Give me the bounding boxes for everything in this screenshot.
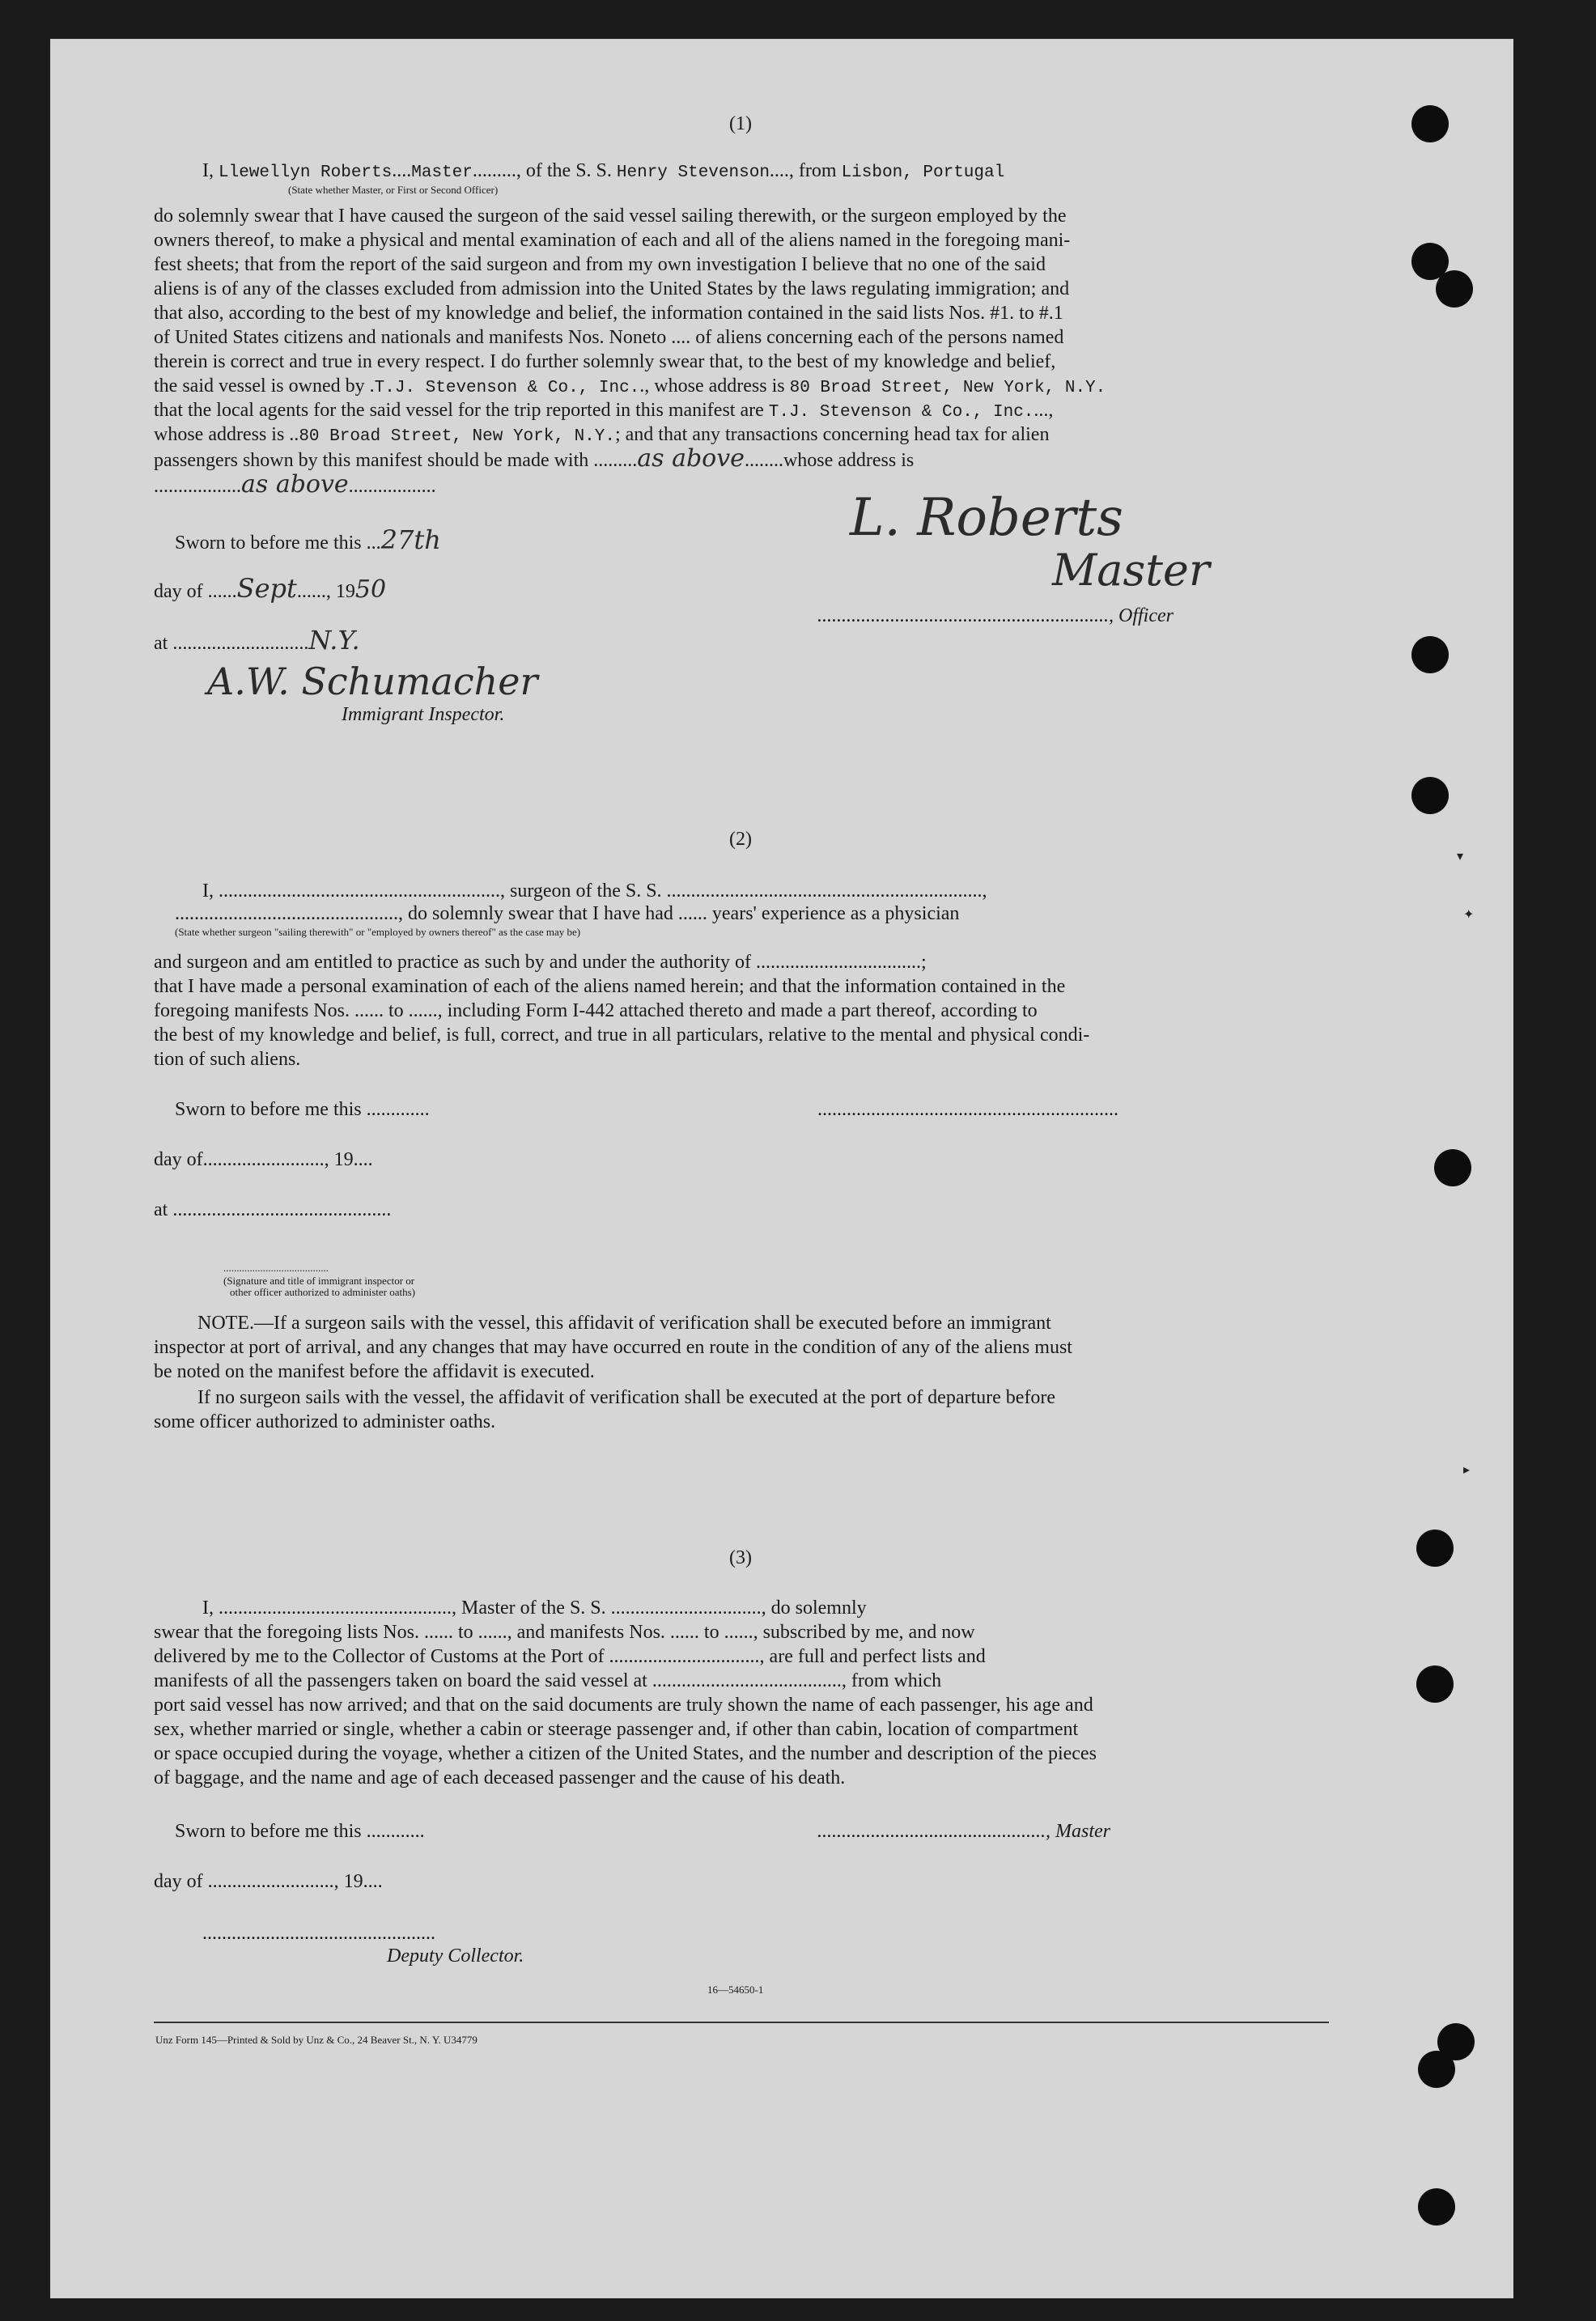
surgeon-paragraph-line: that I have made a personal examination of each of the aliens named herein; and that the information contained in the <box>154 976 1066 997</box>
master-signature-line: ..............................................., Master <box>817 1821 1110 1842</box>
oath-paragraph-line: therein is correct and true in every respect. I do further solemnly swear that, to the best of my knowledge and belief, <box>154 351 1056 372</box>
surgeon-paragraph-line: tion of such aliens. <box>154 1049 301 1070</box>
fill-dots: .................. <box>348 476 436 497</box>
master-day-line: day of .........................., 19.... <box>154 1871 383 1892</box>
note-line: inspector at port of arrival, and any changes that may have occurred en route in the condition of any of the aliens must <box>154 1337 1072 1358</box>
officer-role-value: Master <box>411 163 473 182</box>
officer-signature: L. Roberts <box>850 488 1123 548</box>
surgeon-day-line: day of........................., 19.... <box>154 1149 373 1170</box>
oath-paragraph-line: do solemnly swear that I have caused the surgeon of the said vessel sailing therewith, or the surgeon employed by the <box>154 206 1067 227</box>
owner-label: the said vessel is owned by . <box>154 376 375 397</box>
section-3-number: (3) <box>729 1547 752 1568</box>
surgeon-paragraph-line: and surgeon and am entitled to practice as such by and under the authority of ..................................; <box>154 952 927 973</box>
note-line: some officer authorized to administer oaths. <box>154 1411 496 1432</box>
owner-address-label: ., whose address is <box>639 376 790 397</box>
sworn-date-line <box>175 524 441 555</box>
margin-mark: ▸ <box>1463 1462 1471 1477</box>
punch-hole <box>1411 105 1449 142</box>
punch-hole <box>1418 2188 1455 2226</box>
master-oath-line: manifests of all the passengers taken on board the said vessel at ......................................., from which <box>154 1670 942 1691</box>
sworn-label: Sworn to before me this ... <box>175 533 381 554</box>
fill-dots: ..., <box>1034 400 1054 421</box>
section-2-number: (2) <box>729 829 752 850</box>
head-tax-agent-handwritten: as above <box>637 444 745 473</box>
owner-value: T.J. Stevenson & Co., Inc. <box>374 379 640 397</box>
sworn-year-handwritten: 50 <box>354 575 387 604</box>
sworn-month-handwritten: Sept <box>236 573 297 604</box>
surgeon-signature-line: .............................................................. <box>817 1099 1118 1120</box>
agents-value: T.J. Stevenson & Co., Inc. <box>768 403 1034 422</box>
surgeon-at-line: at ............................................. <box>154 1199 392 1220</box>
oath-pronoun: I, <box>202 160 219 181</box>
section-1-first-line <box>202 159 1004 185</box>
oath-paragraph-line: owners thereof, to make a physical and mental examination of each and all of the aliens named in the foregoing mani- <box>154 230 1071 251</box>
inspector-signature-caption: other officer authorized to administer oaths) <box>230 1286 415 1298</box>
oath-paragraph-line: fest sheets; that from the report of the said surgeon and from my own investigation I believe that no one of the said <box>154 254 1046 275</box>
owner-line <box>154 374 1106 401</box>
master-oath-line: of baggage, and the name and age of each deceased passenger and the cause of his death. <box>154 1767 846 1788</box>
vessel-label: ........., of the S. S. <box>472 160 617 181</box>
surgeon-line: I, .........................................................., surgeon of the S. S. ................................................................., <box>202 880 987 902</box>
surgeon-caption: (State whether surgeon "sailing therewith" or "employed by owners thereof" as the case may be) <box>175 926 581 938</box>
master-oath-line: delivered by me to the Collector of Customs at the Port of ..............................., are full and perfect lists and <box>154 1646 986 1667</box>
punch-hole <box>1411 777 1449 814</box>
oath-paragraph-line: of United States citizens and nationals and manifests Nos. Noneto .... of aliens concerning each of the persons named <box>154 327 1064 348</box>
deputy-collector-label: Deputy Collector. <box>387 1945 524 1967</box>
surgeon-experience-line: .............................................., do solemnly swear that I have had ...... years' experience as a physician <box>175 903 960 924</box>
sworn-place-handwritten: N.Y. <box>308 625 360 656</box>
surgeon-paragraph-line: the best of my knowledge and belief, is full, correct, and true in all particulars, relative to the mental and physical condi- <box>154 1025 1090 1046</box>
day-of-label: day of ...... <box>154 581 237 602</box>
at-label: at ............................ <box>154 633 309 654</box>
owner-address-value: 80 Broad Street, New York, N.Y. <box>789 379 1106 397</box>
printer-footer: Unz Form 145—Printed & Sold by Unz & Co., 24 Beaver St., N. Y. U34779 <box>155 2034 478 2046</box>
section-1-number: (1) <box>729 113 752 134</box>
punch-hole <box>1418 2051 1455 2088</box>
master-oath-line: or space occupied during the voyage, whether a citizen of the United States, and the number and description of the pieces <box>154 1743 1097 1764</box>
surgeon-sworn-line: Sworn to before me this ............. <box>175 1099 430 1120</box>
punch-hole <box>1436 270 1473 308</box>
head-tax-line <box>154 444 915 473</box>
footer-rule <box>154 2022 1329 2023</box>
master-sworn-line: Sworn to before me this ............ <box>175 1821 425 1842</box>
punch-hole <box>1416 1665 1454 1703</box>
sworn-place-line <box>154 625 360 656</box>
punch-hole <box>1416 1530 1454 1567</box>
form-number: 16—54650-1 <box>707 1984 764 1996</box>
officer-role-caption: (State whether Master, or First or Second Officer) <box>288 184 499 196</box>
master-oath-line: I, ................................................, Master of the S. S. ..............................., do solemnly <box>202 1598 867 1619</box>
inspector-signature: A.W. Schumacher <box>207 660 538 703</box>
sworn-month-line <box>154 573 387 604</box>
agents-label: that the local agents for the said vessel for the trip reported in this manifest are <box>154 400 769 421</box>
head-tax-address-label: ........whose address is <box>744 450 915 471</box>
head-tax-address-handwritten: as above <box>241 470 349 499</box>
head-tax-label: passengers shown by this manifest should be made with ......... <box>154 450 638 471</box>
year-label: ......, 19 <box>296 581 355 602</box>
note-line: NOTE.—If a surgeon sails with the vessel, this affidavit of verification shall be executed before an immigrant <box>197 1313 1051 1334</box>
inspector-label: Immigrant Inspector. <box>342 704 505 725</box>
head-tax-address-line <box>154 470 436 499</box>
inspector-signature-caption: (Signature and title of immigrant inspector or <box>223 1275 415 1287</box>
agents-address-label: whose address is .. <box>154 424 299 445</box>
surgeon-paragraph-line: foregoing manifests Nos. ...... to ......, including Form I-442 attached thereto and made a part thereof, according to <box>154 1000 1038 1021</box>
master-name-value: Llewellyn Roberts <box>219 163 393 182</box>
inspector-signature-dots: ........................................ <box>223 1262 329 1274</box>
agents-address-line <box>154 422 1049 449</box>
master-oath-line: sex, whether married or single, whether a cabin or steerage passenger and, if other than cabin, location of compartment <box>154 1719 1079 1740</box>
agents-line <box>154 398 1053 425</box>
agents-address-value: 80 Broad Street, New York, N.Y. <box>299 427 615 446</box>
master-oath-line: port said vessel has now arrived; and that on the said documents are truly shown the name of each passenger, his age and <box>154 1695 1093 1716</box>
oath-paragraph-line: that also, according to the best of my knowledge and belief, the information contained in the said lists Nos. #1. to #.1 <box>154 303 1063 324</box>
punch-hole <box>1434 1149 1471 1186</box>
officer-signature-line: ............................................................, Officer <box>817 605 1174 626</box>
vessel-name-value: Henry Stevenson <box>616 163 770 182</box>
fill-dots: .... <box>392 160 412 181</box>
deputy-collector-line: ................................................ <box>202 1923 435 1944</box>
from-label: ...., from <box>769 160 842 181</box>
head-tax-clause: ; and that any transactions concerning head tax for alien <box>614 424 1050 445</box>
master-oath-line: swear that the foregoing lists Nos. ...... to ......, and manifests Nos. ...... to ......, subscribed by me, and now <box>154 1622 975 1643</box>
sworn-day-handwritten: 27th <box>380 524 441 555</box>
departure-port-value: Lisbon, Portugal <box>841 163 1005 182</box>
note-line: If no surgeon sails with the vessel, the affidavit of verification shall be executed at the port of departure before <box>197 1387 1056 1408</box>
note-line: be noted on the manifest before the affidavit is executed. <box>154 1361 595 1382</box>
margin-mark: ▾ <box>1457 848 1464 863</box>
margin-mark: ✦ <box>1463 906 1475 922</box>
oath-paragraph-line: aliens is of any of the classes excluded from admission into the United States by the laws regulating immigration; and <box>154 278 1070 299</box>
fill-dots: .................. <box>154 476 241 497</box>
officer-signature-title: Master <box>1052 545 1210 596</box>
punch-hole <box>1411 636 1449 673</box>
